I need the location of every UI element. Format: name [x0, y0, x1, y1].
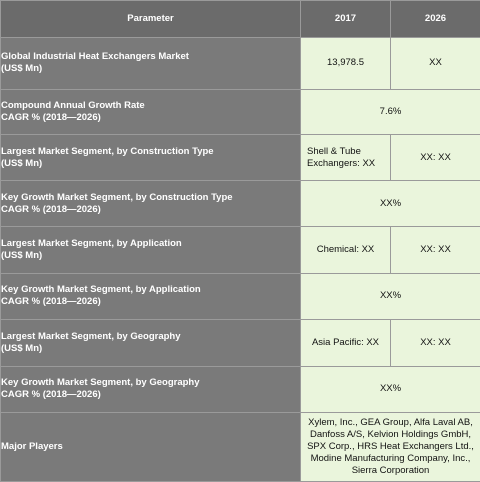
- value-2026: XX: XX: [391, 319, 480, 366]
- row-label-line2: CAGR % (2018—2026): [1, 203, 101, 215]
- value-2017: Chemical: XX: [301, 227, 391, 274]
- row-label-line1: Compound Annual Growth Rate: [1, 100, 145, 112]
- row-label-line2: CAGR % (2018—2026): [1, 296, 101, 308]
- player-line: Sierra Corporation: [351, 464, 430, 476]
- row-label-line1: Key Growth Market Segment, by Application: [1, 284, 201, 296]
- row-label-line1: Key Growth Market Segment, by Geography: [1, 377, 200, 389]
- row-label-line2: (US$ Mn): [1, 63, 43, 75]
- header-year-2026: 2026: [391, 1, 480, 38]
- player-line: Xylem, Inc., GEA Group, Alfa Laval AB,: [308, 416, 473, 428]
- value-2026: XX: XX: [391, 227, 480, 274]
- table-row: [1, 412, 480, 481]
- value-merged: XX%: [301, 181, 480, 227]
- header-year-2017: 2017: [301, 1, 391, 38]
- table-row: [1, 89, 480, 135]
- row-label: [1, 89, 301, 135]
- row-label: [1, 274, 301, 320]
- table-row: [1, 366, 480, 412]
- row-label-line2: (US$ Mn): [1, 342, 43, 354]
- player-line: Danfoss A/S, Kelvion Holdings GmbH,: [309, 428, 472, 440]
- value-merged: XX%: [301, 366, 480, 412]
- row-label-line1: Key Growth Market Segment, by Construction Type: [1, 191, 233, 203]
- table-row: [1, 37, 480, 89]
- value-merged: 7.6%: [301, 89, 480, 135]
- row-label: [1, 366, 301, 412]
- player-line: Modine Manufacturing Company, Inc.,: [310, 452, 471, 464]
- row-label-line2: (US$ Mn): [1, 157, 43, 169]
- value-2017: [301, 135, 391, 181]
- value-2017: 13,978.5: [301, 37, 391, 89]
- row-label: [1, 181, 301, 227]
- player-line: SPX Corp., HRS Heat Exchangers Ltd.,: [307, 440, 474, 452]
- row-label-line2: (US$ Mn): [1, 250, 43, 262]
- row-label: [1, 227, 301, 274]
- row-label-line1: Largest Market Segment, by Geography: [1, 330, 181, 342]
- row-label: [1, 37, 301, 89]
- value-merged: XX%: [301, 274, 480, 320]
- row-label-line1: Largest Market Segment, by Application: [1, 238, 182, 250]
- value-2026: XX: [391, 37, 480, 89]
- header-row: [1, 1, 480, 38]
- table-row: [1, 181, 480, 227]
- row-label: [1, 135, 301, 181]
- row-label: [1, 319, 301, 366]
- value-2017-line2: Exchangers: XX: [307, 157, 376, 169]
- row-label-line2: CAGR % (2018—2026): [1, 112, 101, 124]
- table-row: [1, 274, 480, 320]
- value-2017: Asia Pacific: XX: [301, 319, 391, 366]
- table-row: [1, 135, 480, 181]
- table-row: [1, 227, 480, 274]
- value-2017-line1: Shell & Tube: [307, 145, 361, 157]
- header-parameter: Parameter: [1, 1, 301, 38]
- major-players-list: [301, 412, 480, 481]
- row-label: Major Players: [1, 412, 301, 481]
- row-label-line1: Global Industrial Heat Exchangers Market: [1, 51, 189, 63]
- row-label-line2: CAGR % (2018—2026): [1, 389, 101, 401]
- value-2026: XX: XX: [391, 135, 480, 181]
- table-row: [1, 319, 480, 366]
- row-label-line1: Largest Market Segment, by Construction Type: [1, 145, 214, 157]
